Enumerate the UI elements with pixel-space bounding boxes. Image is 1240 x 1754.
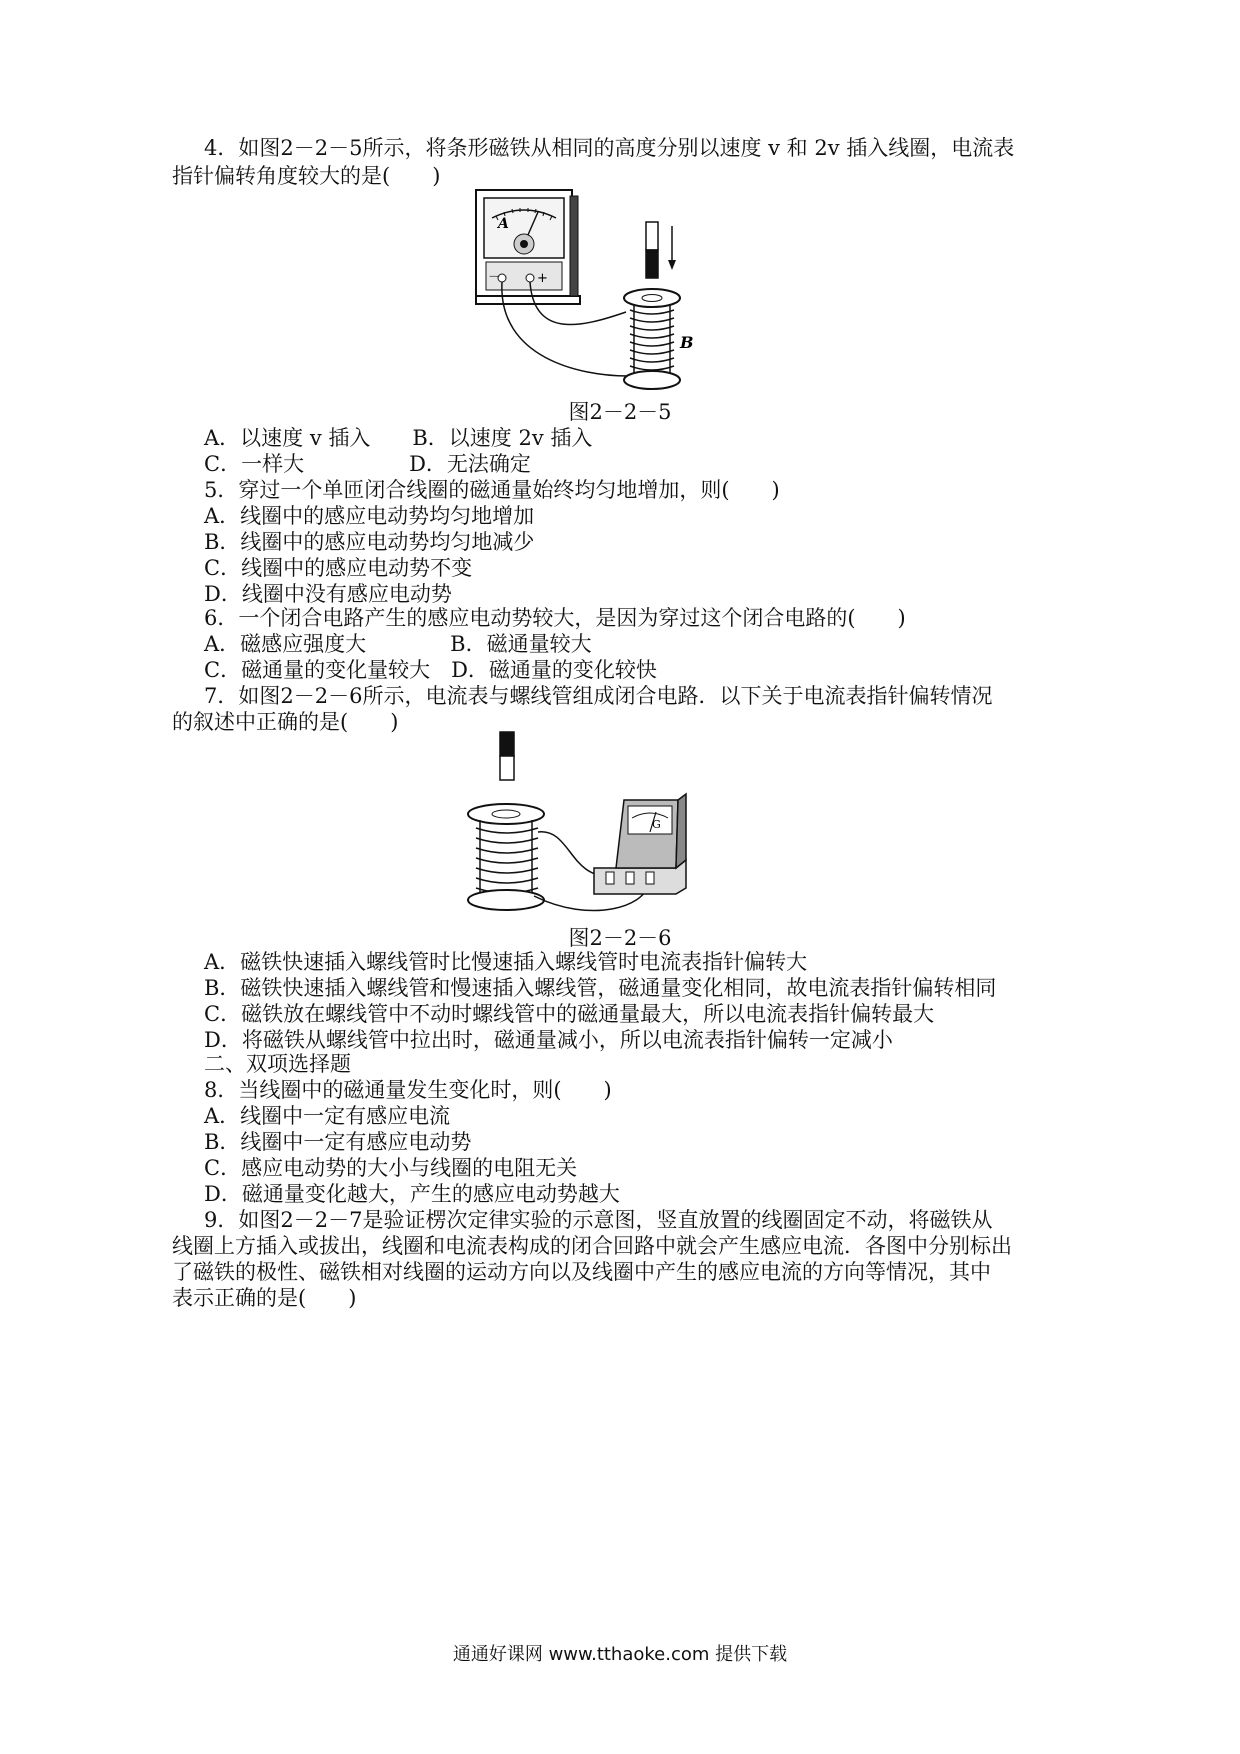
q6-stem: 6．一个闭合电路产生的感应电动势较大，是因为穿过这个闭合电路的( ) [204,606,906,630]
figure-caption: 图2－2－5 [568,400,672,424]
galvanometer [594,794,686,894]
bar-magnet [500,732,514,780]
q9-stem-line: 9．如图2－2－7是验证楞次定律实验的示意图，竖直放置的线圈固定不动，将磁铁从 [204,1208,993,1232]
figure-caption: 图2－2－6 [568,926,672,950]
q7-stem-line1: 7．如图2－2－6所示，电流表与螺线管组成闭合电路．以下关于电流表指针偏转情况 [204,684,993,708]
q5-option: C．线圈中的感应电动势不变 [204,556,473,580]
q5-option: D．线圈中没有感应电动势 [204,582,452,606]
coil-label: B [680,333,694,352]
q8-option: A．线圈中一定有感应电流 [204,1104,451,1128]
q7-stem-line2: 的叙述中正确的是( ) [172,710,399,734]
q5-option: B．线圈中的感应电动势均匀地减少 [204,530,535,554]
q8-option: C．感应电动势的大小与线圈的电阻无关 [204,1156,578,1180]
solenoid [468,804,544,910]
q8-option: D．磁通量变化越大，产生的感应电动势越大 [204,1182,620,1206]
q7-option: B．磁铁快速插入螺线管和慢速插入螺线管，磁通量变化相同，故电流表指针偏转相同 [204,976,997,1000]
bar-magnet [646,222,658,278]
page-footer: 通通好课网 www.tthaoke.com 提供下载 [452,1644,788,1665]
q8-stem: 8．当线圈中的磁通量发生变化时，则( ) [204,1078,612,1102]
q7-option: C．磁铁放在螺线管中不动时螺线管中的磁通量最大，所以电流表指针偏转最大 [204,1002,935,1026]
q5-stem: 5．穿过一个单匝闭合线圈的磁通量始终均匀地增加，则( ) [204,478,780,502]
q7-option: D．将磁铁从螺线管中拉出时，磁通量减小，所以电流表指针偏转一定减小 [204,1028,893,1052]
q4-options-row1: A．以速度 v 插入 B．以速度 2v 插入 [204,426,593,450]
meter-label: A [498,216,509,232]
q6-options-row1: A．磁感应强度大 B．磁通量较大 [204,632,592,656]
section-heading: 二、双项选择题 [204,1052,351,1076]
meter-label: G [652,818,661,831]
figure-2-2-6 [460,728,700,924]
figure-2-2-5 [470,188,730,400]
q4-stem-line2: 指针偏转角度较大的是( ) [172,164,441,188]
q8-option: B．线圈中一定有感应电动势 [204,1130,472,1154]
plus-terminal-label: + [537,271,548,286]
down-arrow-icon [668,226,676,270]
ammeter [476,190,580,304]
q9-stem-line: 线圈上方插入或拔出，线圈和电流表构成的闭合回路中就会产生感应电流．各图中分别标出 [172,1234,1012,1258]
q4-options-row2: C．一样大 D．无法确定 [204,452,531,476]
q4-stem-line1: 4．如图2－2－5所示，将条形磁铁从相同的高度分别以速度 v 和 2v 插入线圈，电流表 [204,136,1015,160]
q7-option: A．磁铁快速插入螺线管时比慢速插入螺线管时电流表指针偏转大 [204,950,808,974]
q9-stem-line: 了磁铁的极性、磁铁相对线圈的运动方向以及线圈中产生的感应电流的方向等情况，其中 [172,1260,991,1284]
coil [624,289,694,389]
q9-stem-line: 表示正确的是( ) [172,1286,357,1310]
minus-terminal-label: － [488,270,502,285]
q5-option: A．线圈中的感应电动势均匀地增加 [204,504,535,528]
q6-options-row2: C．磁通量的变化量较大 D．磁通量的变化较快 [204,658,657,682]
